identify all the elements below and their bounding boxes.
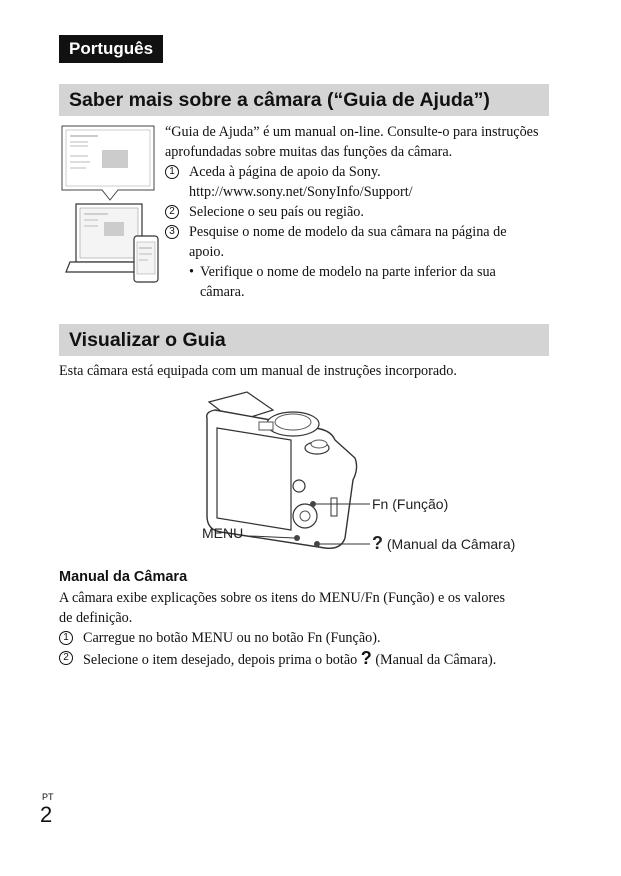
- step-text: Pesquise o nome de modelo da sua câmara na página de: [189, 224, 507, 240]
- bullet-text: Verifique o nome de modelo na parte inferior da sua: [200, 264, 496, 280]
- step-text: Selecione o seu país ou região.: [189, 204, 364, 220]
- language-badge: Português: [59, 35, 163, 63]
- step-number: 2: [165, 205, 179, 219]
- help-button-text: (Manual da Câmara): [386, 536, 516, 552]
- step-text: Carregue no botão MENU ou no botão Fn (Função).: [83, 630, 381, 646]
- step-2: [165, 202, 555, 222]
- manual-step-2: [59, 648, 569, 670]
- step-text: Selecione o item desejado, depois prima o botão: [83, 652, 361, 668]
- manual-step-1: [59, 628, 559, 648]
- step-number: 1: [59, 631, 73, 645]
- bullet-symbol: •: [189, 264, 194, 280]
- camera-manual-heading: Manual da Câmara: [59, 569, 188, 585]
- page-language-code: PT: [42, 792, 54, 802]
- step-text-cont: apoio.: [189, 244, 225, 260]
- view-guide-intro: Esta câmara está equipada com um manual de instruções incorporado.: [59, 363, 457, 379]
- help-question-icon: ?: [372, 533, 383, 553]
- section-title-view-guide: Visualizar o Guia: [59, 324, 549, 356]
- step-text-end: (Manual da Câmara).: [371, 652, 497, 668]
- camera-manual-description: [59, 588, 559, 628]
- description-line: A câmara exibe explicações sobre os itens do MENU/Fn (Função) e os valores: [59, 590, 505, 606]
- description-line-cont: de definição.: [59, 610, 133, 626]
- step-1: [165, 162, 555, 202]
- help-button-label: [372, 533, 515, 554]
- section-title-help-guide: Saber mais sobre a câmara (“Guia de Ajuda”): [59, 84, 549, 116]
- step-number: 2: [59, 651, 73, 665]
- support-url: http://www.sony.net/SonyInfo/Support/: [189, 184, 413, 200]
- step-number: 3: [165, 225, 179, 239]
- bullet-text-cont: câmara.: [200, 284, 245, 300]
- fn-button-label: Fn (Função): [372, 496, 449, 512]
- note-bullet: [189, 262, 549, 302]
- step-number: 1: [165, 165, 179, 179]
- help-question-icon: ?: [360, 648, 372, 668]
- step-3: [165, 222, 555, 262]
- step-text: Aceda à página de apoio da Sony.: [189, 164, 381, 180]
- help-guide-intro: “Guia de Ajuda” é um manual on-line. Consulte-o para instruções aprofundadas sobre muitas das funções da câmara.: [165, 124, 539, 160]
- page-number: 2: [40, 802, 53, 827]
- menu-button-label: MENU: [202, 525, 244, 541]
- help-guide-illustration: [58, 124, 162, 290]
